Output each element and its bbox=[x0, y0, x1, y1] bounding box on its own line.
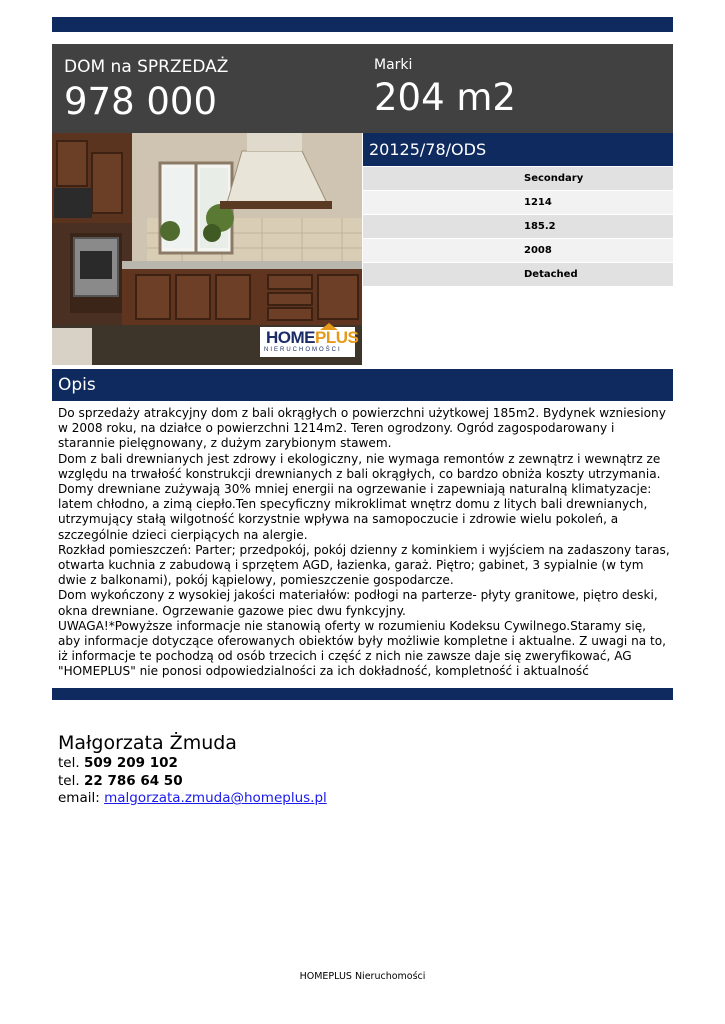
logo-part-hom: HOM bbox=[266, 328, 305, 347]
agent-contact bbox=[58, 731, 327, 808]
tel-label: tel. bbox=[58, 772, 80, 789]
detail-row bbox=[363, 191, 673, 214]
price: 978 000 bbox=[64, 80, 218, 123]
section-title: Opis bbox=[58, 375, 96, 395]
description-paragraph: Dom z bali drewnianych jest zdrowy i ekologiczny, nie wymaga remontów z zewnątrz i wewnątrz ze względu na trwałość konstrukcji drewnianych z bali okrągłych, co bardzo obniża koszty utrzymania. Domy drewniane zużywają 30% mniej energii na ogrzewanie i zapewniają naturalną klimatyzacje: latem chłodno, a zimą ciepło.Ten specyficzny mikroklimat wnętrz domu z litych bali drewnianych, utrzymujący stałą wilgotność korzystnie wpływa na samopoczucie i zdrowie wielu pokoleń, a szczególnie dzieci cierpiących na alergie. bbox=[58, 451, 661, 542]
logo-wordmark bbox=[266, 328, 358, 348]
header-left bbox=[64, 56, 228, 124]
logo-subtitle: NIERUCHOMOŚCI bbox=[264, 347, 342, 353]
detail-row bbox=[363, 239, 673, 262]
phone-number-landline[interactable]: 22 786 64 50 bbox=[83, 772, 183, 789]
phone-line-2 bbox=[58, 773, 327, 791]
footer-text: HOMEPLUS Nieruchomości bbox=[299, 971, 426, 982]
detail-market: Secondary bbox=[524, 173, 584, 184]
listing-id: 20125/78/ODS bbox=[369, 140, 487, 159]
email-line bbox=[58, 790, 327, 808]
header-right bbox=[374, 56, 516, 120]
description-paragraph: UWAGA!*Powyższe informacje nie stanowią oferty w rozumieniu Kodeksu Cywilnego.Staramy się, aby informacje dotyczące oferowanych obiektów były możliwie kompletne i aktualne. Z uwagi na to, iż informacje te pochodzą od osób trzecich i część z nich nie zawsze daje się zweryfikować, AG "HOMEPLUS" nie ponosi odpowiedzialności za ich dokładność, kompletność i aktualność bbox=[58, 618, 667, 679]
description-paragraph: Do sprzedaży atrakcyjny dom z bali okrągłych o powierzchni użytkowej 185m2. Bydynek wzniesiony w 2008 roku, na działce o powierzchni 1214m2. Teren ogrodzony. Ogród zagospodarowany i starannie pielęgnowany, z dużym zarybionym stawem. bbox=[58, 406, 666, 451]
description-header bbox=[52, 369, 673, 401]
phone-number-mobile[interactable]: 509 209 102 bbox=[83, 755, 178, 771]
logo-part-plus: PLUS bbox=[315, 328, 359, 347]
property-photo bbox=[52, 133, 362, 365]
detail-building-type: Detached bbox=[524, 269, 578, 280]
description-body bbox=[58, 406, 670, 680]
agent-name: Małgorzata Żmuda bbox=[58, 732, 237, 754]
detail-row bbox=[363, 263, 673, 286]
area: 204 m2 bbox=[374, 76, 516, 119]
phone-line-1 bbox=[58, 755, 327, 773]
brand-label: Marki bbox=[374, 57, 413, 73]
top-accent-bar bbox=[52, 17, 673, 32]
detail-usable-area: 185.2 bbox=[524, 221, 556, 232]
description-paragraph: Dom wykończony z wysokiej jakości materiałów: podłogi na parterze- płyty granitowe, piętro deski, okna drewniane. Ogrzewanie gazowe piec dwu fynkcyjny. bbox=[58, 588, 658, 618]
detail-row bbox=[363, 215, 673, 238]
listing-header bbox=[52, 44, 673, 133]
property-type: DOM na SPRZEDAŻ bbox=[64, 57, 229, 77]
detail-year-built: 2008 bbox=[524, 245, 552, 256]
detail-row bbox=[363, 167, 673, 190]
bottom-accent-bar bbox=[52, 688, 673, 700]
homeplus-logo bbox=[260, 327, 359, 357]
details-table bbox=[363, 167, 673, 287]
listing-id-bar bbox=[363, 133, 673, 166]
tel-label: tel. bbox=[58, 755, 80, 771]
email-label: email: bbox=[58, 790, 100, 806]
description-paragraph: Rozkład pomieszczeń: Parter; przedpokój, pokój dzienny z kominkiem i wyjściem na zadaszony taras, otwarta kuchnia z zabudową i sprzętem AGD, łazienka, garaż. Piętro; gabinet, 3 sypialnie (w tym dwie z balkonami), pokój kąpielowy, pomieszczenie gospodarcze. bbox=[58, 542, 670, 588]
email-link[interactable]: malgorzata.zmuda@homeplus.pl bbox=[104, 790, 327, 806]
logo-part-e: E bbox=[304, 328, 316, 347]
detail-plot-area: 1214 bbox=[524, 197, 552, 208]
